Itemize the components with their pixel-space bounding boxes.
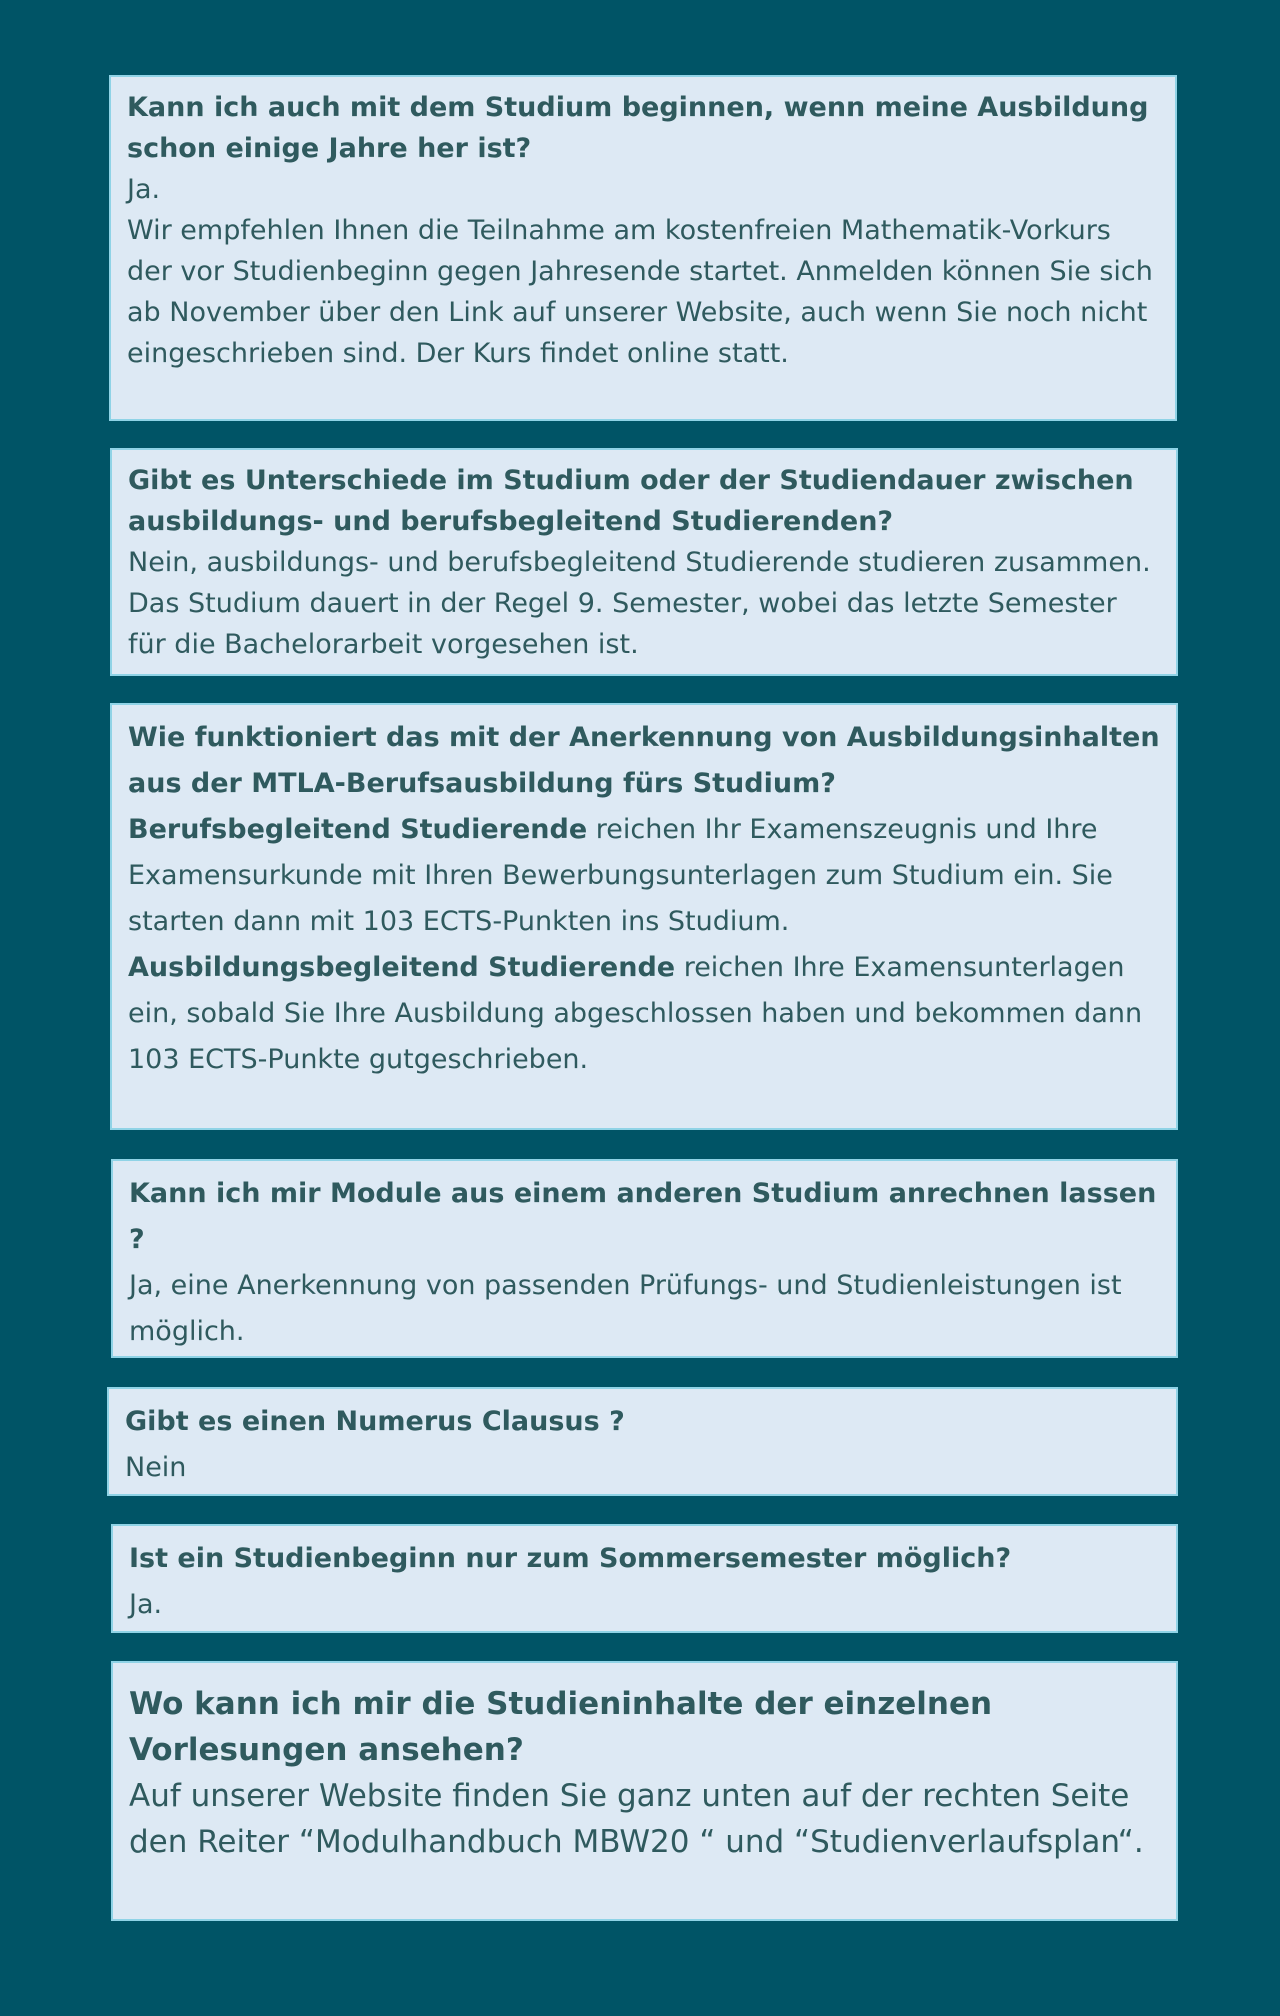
faq-card-2 [110, 448, 1178, 676]
faq-card-6 [111, 1524, 1178, 1633]
faq-answer [127, 169, 1159, 374]
faq-answer-paragraph [128, 945, 1160, 1083]
faq-answer-bold: Berufsbegleitend Studierende [128, 814, 588, 845]
faq-card-5 [107, 1387, 1178, 1496]
faq-question: Wo kann ich mir die Studieninhalte der einzelnen Vorlesungen ansehen? [129, 1686, 993, 1768]
faq-card-3 [110, 703, 1178, 1130]
faq-answer-text: reichen Ihr Examenszeugnis und Ihre Examensurkunde mit Ihren Bewerbungsunterlagen zum Studium ein. Sie starten dann mit 103 ECTS-Punkten ins Studium. [128, 814, 1113, 937]
faq-card-1 [109, 75, 1177, 421]
faq-card-4 [111, 1159, 1178, 1358]
faq-answer [125, 1445, 1160, 1491]
faq-question: Gibt es Unterschiede im Studium oder der Studiendauer zwischen ausbildungs- und berufsbegleitend Studierenden? [128, 465, 1134, 537]
faq-answer-line: Nein [125, 1452, 187, 1483]
faq-answer-bold: Ausbildungsbegleitend Studierende [128, 952, 676, 983]
faq-question: Ist ein Studienbeginn nur zum Sommersemester möglich? [129, 1543, 1012, 1574]
faq-answer-line: Wir empfehlen Ihnen die Teilnahme am kostenfreien Mathematik-Vorkurs der vor Studienbeginn gegen Jahresende startet. Anmelden können Sie sich ab November über den Link auf unserer Website, auch wenn Sie noch nicht eingeschrieben sind. Der Kurs findet online statt. [127, 215, 1153, 369]
faq-question: Wie funktioniert das mit der Anerkennung von Ausbildungsinhalten aus der MTLA-Berufsausbildung fürs Studium? [128, 722, 1160, 799]
faq-answer-line: Auf unserer Website finden Sie ganz unten auf der rechten Seite den Reiter “Modulhandbuch MBW20 “ und “Studienverlaufsplan“. [129, 1778, 1144, 1860]
faq-question: Kann ich mir Module aus einem anderen Studium anrechnen lassen ? [129, 1178, 1157, 1255]
faq-answer [128, 542, 1160, 665]
faq-answer [129, 1582, 1160, 1628]
faq-answer-line: Ja. [129, 1589, 163, 1620]
faq-answer-line: Ja, eine Anerkennung von passenden Prüfungs- und Studienleistungen ist möglich. [129, 1270, 1122, 1347]
faq-question: Gibt es einen Numerus Clausus ? [125, 1406, 625, 1437]
faq-answer [129, 1263, 1160, 1355]
faq-answer-text: reichen Ihre Examensunterlagen ein, sobald Sie Ihre Ausbildung abgeschlossen haben und bekommen dann 103 ECTS-Punkte gutgeschrieben. [128, 952, 1143, 1075]
faq-card-7 [111, 1661, 1178, 1921]
faq-answer-line: Ja. [127, 174, 161, 205]
faq-answer-line: Nein, ausbildungs- und berufsbegleitend Studierende studieren zusammen. Das Studium dauert in der Regel 9. Semester, wobei das letzte Semester für die Bachelorarbeit vorgesehen ist. [128, 547, 1151, 660]
faq-question: Kann ich auch mit dem Studium beginnen, wenn meine Ausbildung schon einige Jahre her ist? [127, 92, 1149, 164]
faq-answer [128, 807, 1160, 1083]
faq-answer [129, 1773, 1160, 1865]
faq-answer-paragraph [128, 807, 1160, 945]
